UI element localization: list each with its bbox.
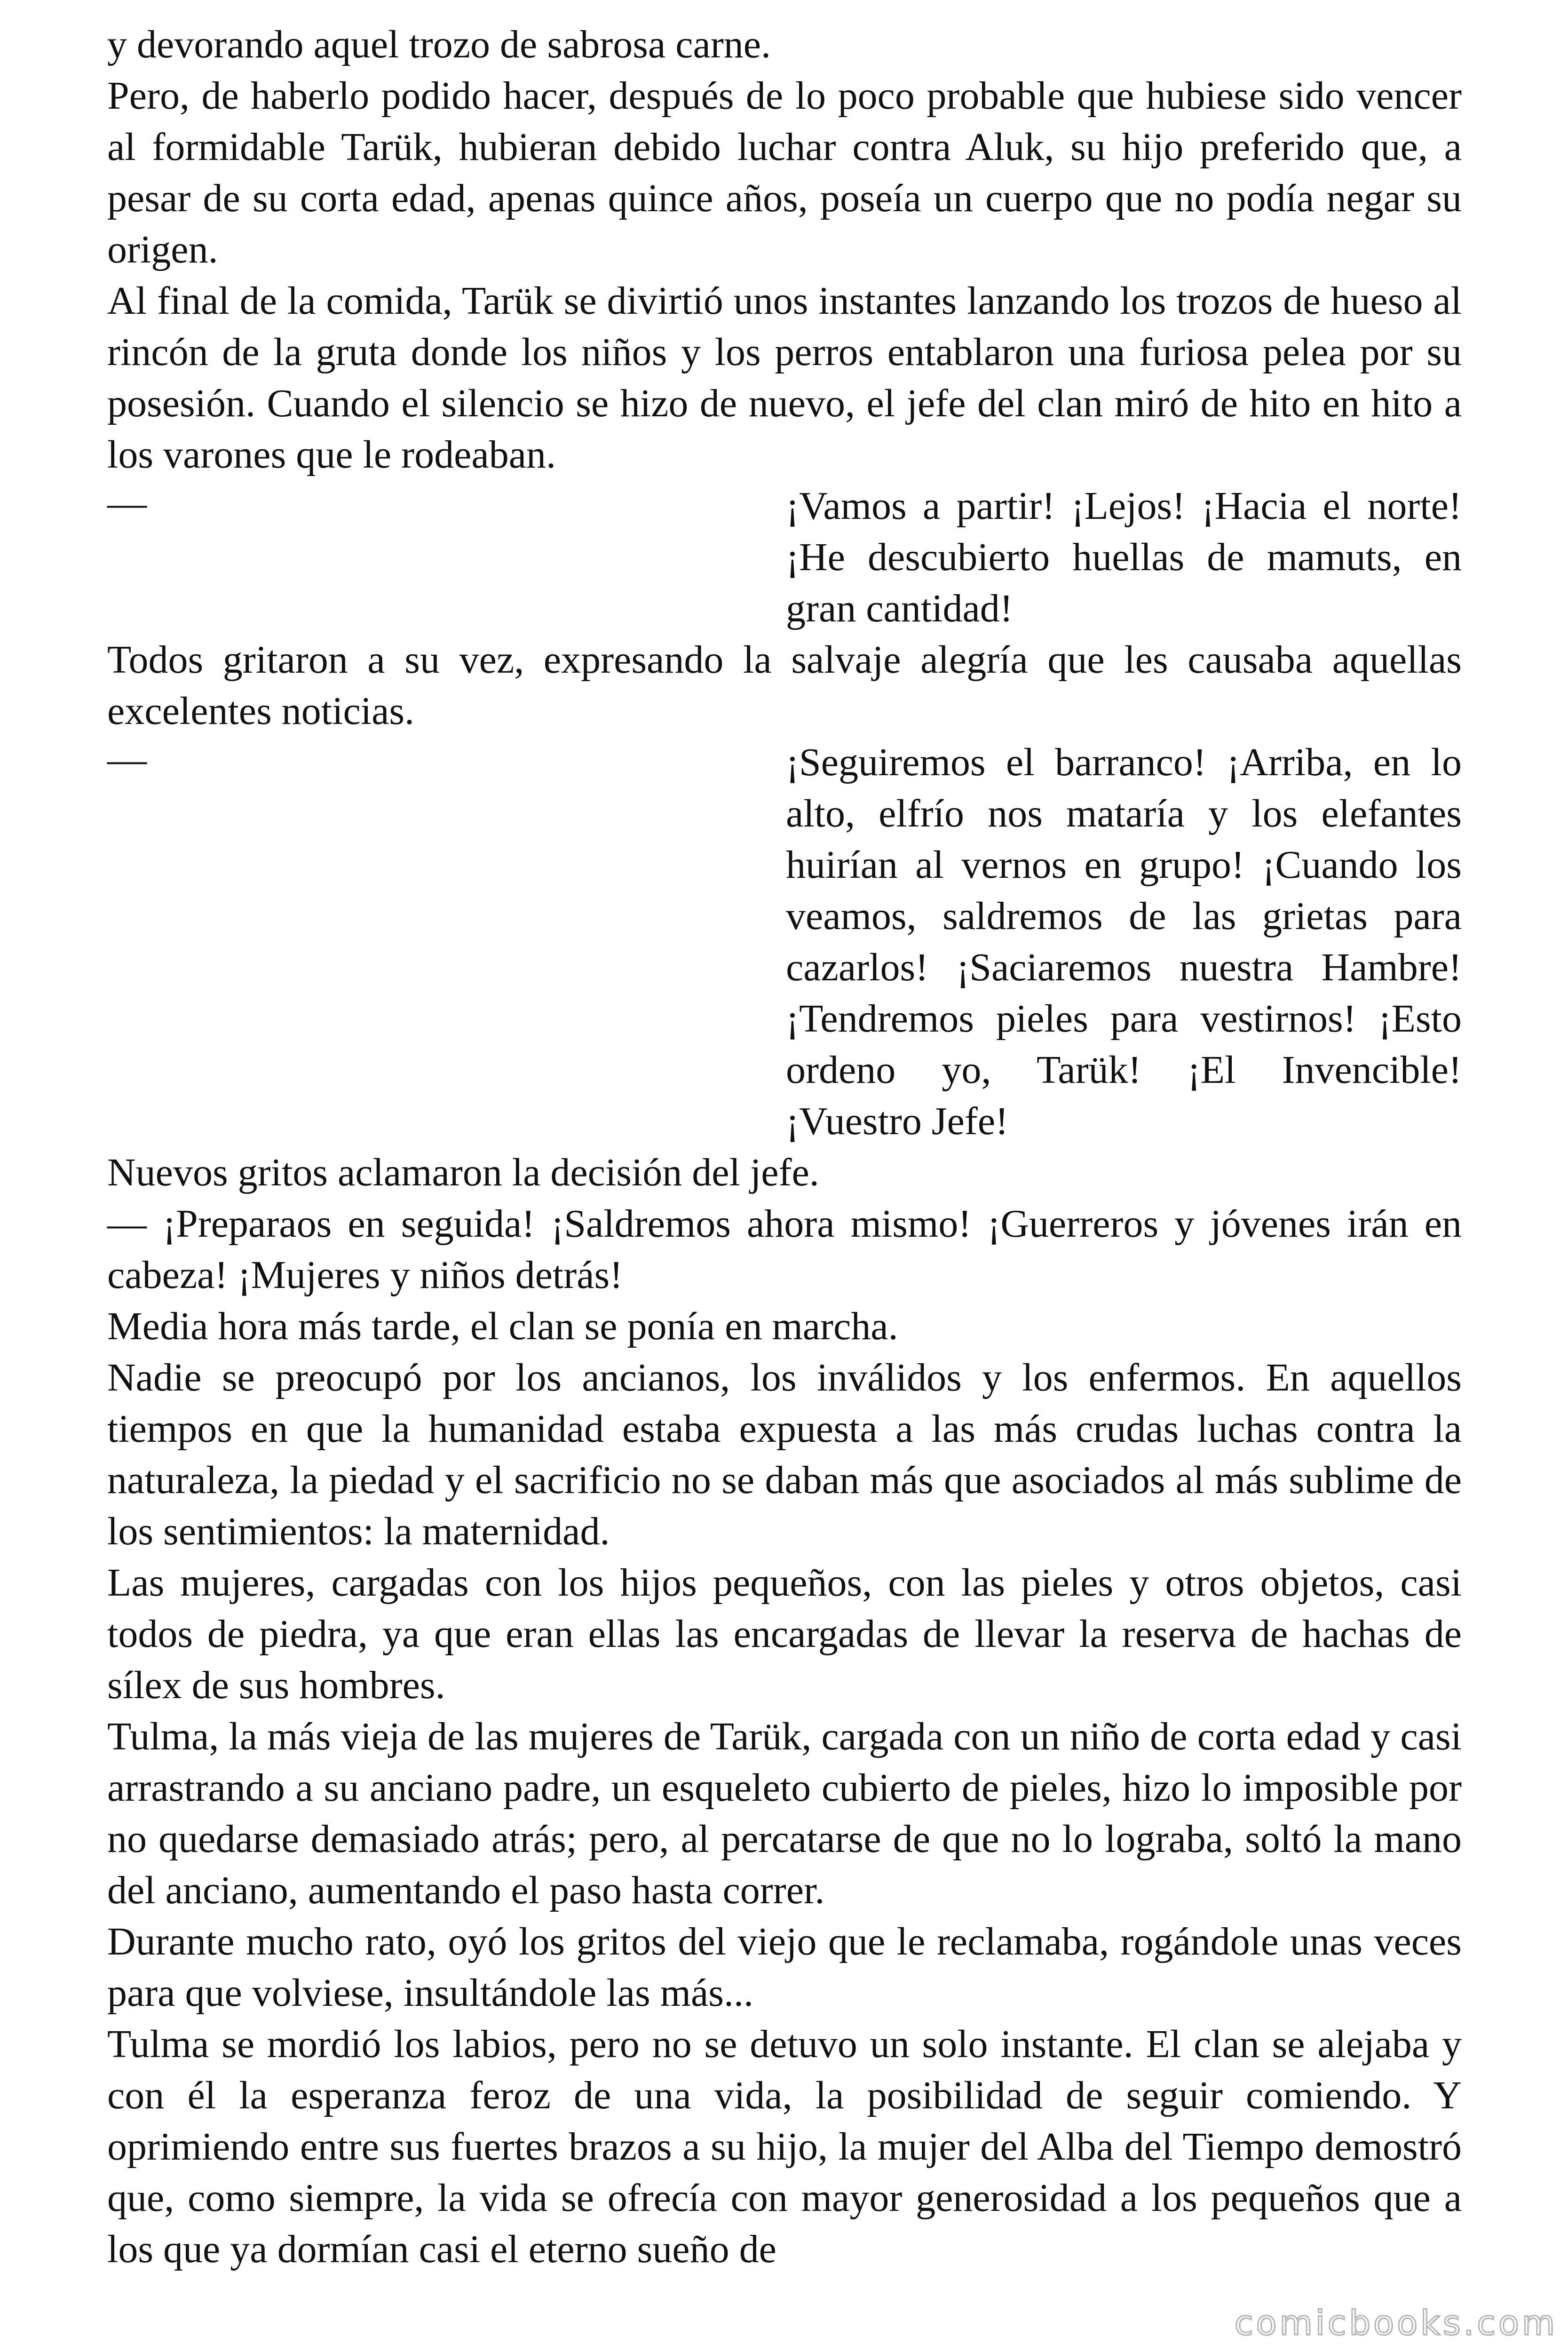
paragraph: Las mujeres, cargadas con los hijos pequeños, con las pieles y otros objetos, casi todos de piedra, ya que eran ellas las encargadas de llevar la reserva de hachas de sílex de sus hombres. [107,1561,1462,1707]
dialogue-dash: — [107,738,147,781]
watermark: comicbooks.com [1234,2303,1558,2343]
paragraph: — ¡Preparaos en seguida! ¡Saldremos ahora mismo! ¡Guerreros y jóvenes irán en cabeza! ¡Mujeres y niños detrás! [107,1202,1462,1297]
paragraph: Media hora más tarde, el clan se ponía en marcha. [107,1304,898,1348]
paragraph: Nadie se preocupó por los ancianos, los inválidos y los enfermos. En aquellos tiempos en que la humanidad estaba expuesta a las más crudas luchas contra la naturaleza, la piedad y el sacrificio no se daban más que asociados al más sublime de los sentimientos: la maternidad. [107,1356,1462,1553]
page-body [107,19,1462,2275]
dialogue-block [107,480,1462,634]
paragraph: Todos gritaron a su vez, expresando la salvaje alegría que les causaba aquellas excelentes noticias. [107,638,1462,733]
dialogue-dash: — [107,481,147,525]
paragraph: Pero, de haberlo podido hacer, después de lo poco probable que hubiese sido vencer al formidable Tarük, hubieran debido luchar contra Aluk, su hijo preferido que, a pesar de su corta edad, apenas quince años, poseía un cuerpo que no podía negar su origen. [107,74,1462,271]
paragraph: y devorando aquel trozo de sabrosa carne. [107,23,771,66]
dialogue-text: ¡Vamos a partir! ¡Lejos! ¡Hacia el norte! ¡He descubierto huellas de mamuts, en gran cantidad! [786,484,1462,630]
paragraph: Tulma, la más vieja de las mujeres de Tarük, cargada con un niño de corta edad y casi arrastrando a su anciano padre, un esqueleto cubierto de pieles, hizo lo imposible por no quedarse demasiado atrás; pero, al percatarse de que no lo lograba, soltó la mano del anciano, aumentando el paso hasta correr. [107,1715,1462,1912]
paragraph: Durante mucho rato, oyó los gritos del viejo que le reclamaba, rogándole unas veces para que volviese, insultándole las más... [107,1920,1462,2015]
dialogue-text: ¡Seguiremos el barranco! ¡Arriba, en lo alto, elfrío nos mataría y los elefantes huirían al vernos en grupo! ¡Cuando los veamos, saldremos de las grietas para cazarlos! ¡Saciaremos nuestra Hambre! ¡Tendremos pieles para vestirnos! ¡Esto ordeno yo, Tarük! ¡El Invencible! ¡Vuestro Jefe! [786,740,1462,1143]
paragraph: Nuevos gritos aclamaron la decisión del jefe. [107,1151,819,1194]
paragraph: Tulma se mordió los labios, pero no se detuvo un solo instante. El clan se alejaba y con él la esperanza feroz de una vida, la posibilidad de seguir comiendo. Y oprimiendo entre sus fuertes brazos a su hijo, la mujer del Alba del Tiempo demostró que, como siempre, la vida se ofrecía con mayor generosidad a los pequeños que a los que ya dormían casi el eterno sueño de [107,2022,1462,2271]
dialogue-block [107,737,1462,1147]
paragraph: Al final de la comida, Tarük se divirtió unos instantes lanzando los trozos de hueso al rincón de la gruta donde los niños y los perros entablaron una furiosa pelea por su posesión. Cuando el silencio se hizo de nuevo, el jefe del clan miró de hito en hito a los varones que le rodeaban. [107,279,1462,477]
